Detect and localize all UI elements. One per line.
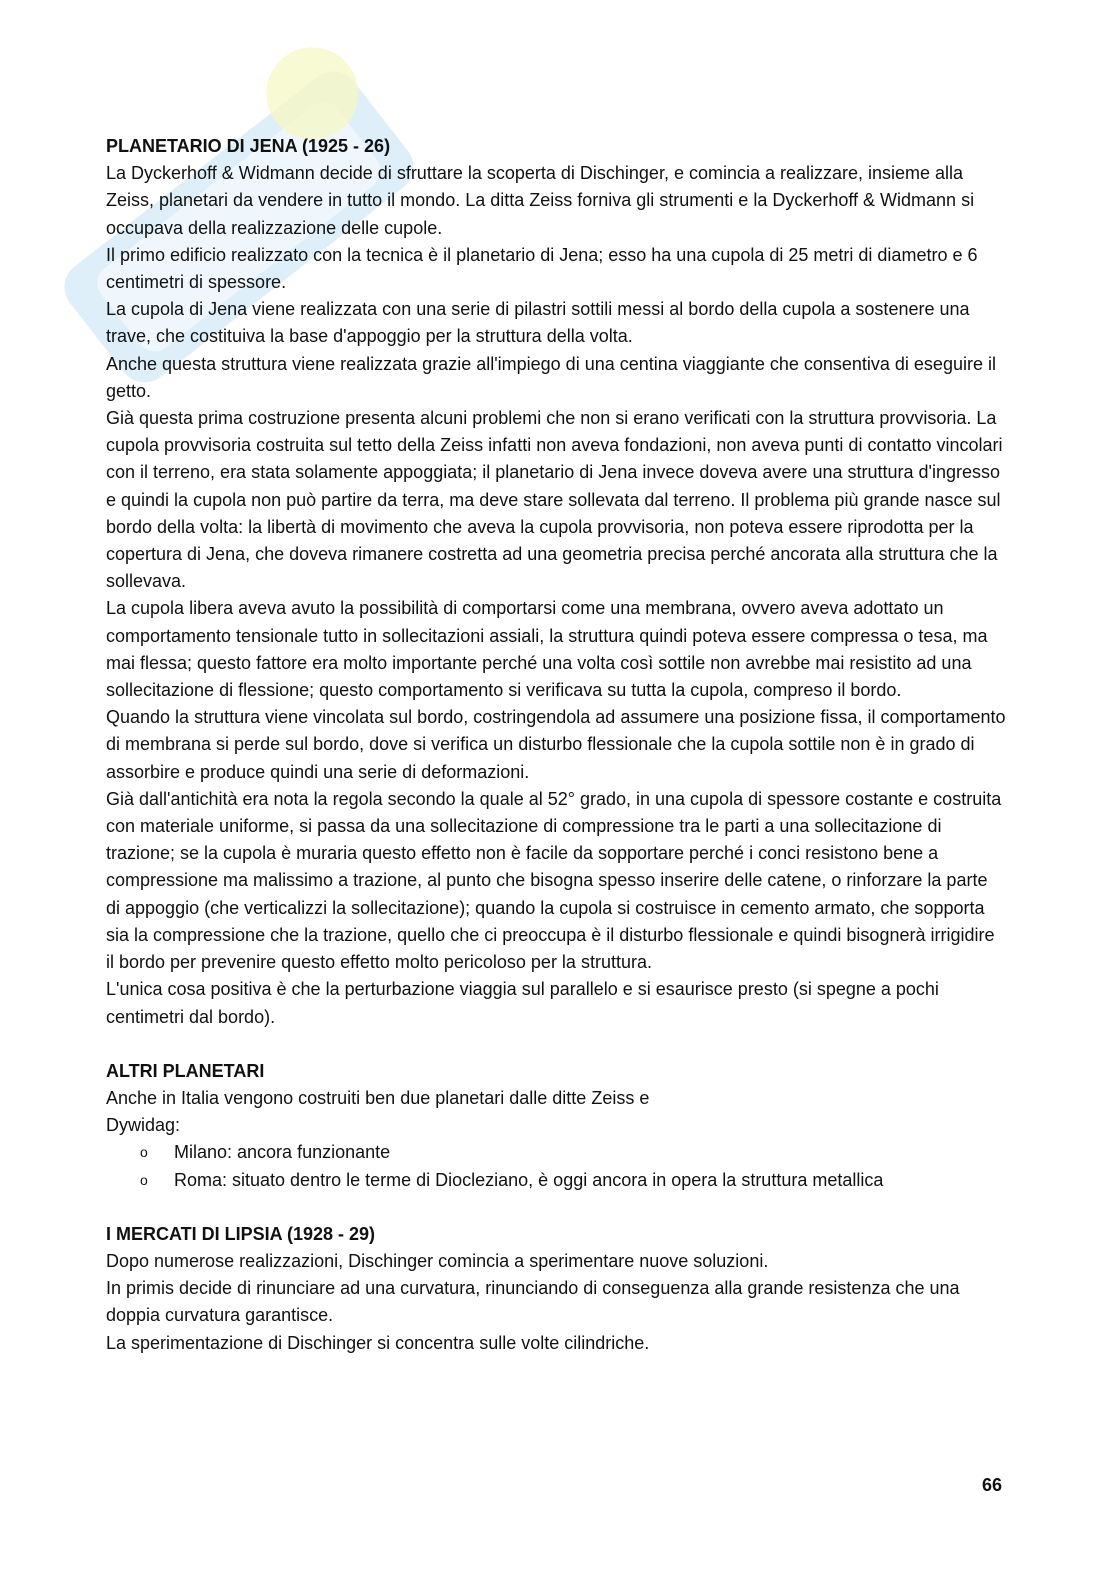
paragraph: Già dall'antichità era nota la regola secondo la quale al 52° grado, in una cupola di spessore costante e costruita con materiale uniforme, si passa da una sollecitazione di compressione tra le parti a una sollecitazione di trazione; se la cupola è muraria questo effetto non è facile da sopportare perché i conci resistono bene a compressione ma malissimo a trazione, al punto che bisogna spesso inserire delle catene, o rinforzare la parte di appoggio (che verticalizzi la sollecitazione); quando la cupola si costruisce in cemento armato, che sopporta sia la compressione che la trazione, quello che ci preoccupa è il disturbo flessionale e quindi bisognerà irrigidire il bordo per prevenire questo effetto molto pericoloso per la struttura. xyxy=(106,788,1002,973)
paragraph: La cupola di Jena viene realizzata con una serie di pilastri sottili messi al bordo della cupola a sostenere una trave, che costituiva la base d'appoggio per la struttura della volta. xyxy=(106,299,970,347)
section-title: ALTRI PLANETARI xyxy=(106,1060,265,1081)
section-altri-planetari xyxy=(106,1058,1006,1194)
paragraph: La sperimentazione di Dischinger si concentra sulle volte cilindriche. xyxy=(106,1332,650,1353)
bullet-icon: o xyxy=(140,1171,148,1188)
list-item xyxy=(106,1167,1006,1194)
paragraph: Dywidag: xyxy=(106,1115,181,1136)
paragraph: Anche questa struttura viene realizzata grazie all'impiego di una centina viaggiante che consentiva di eseguire il getto. xyxy=(106,353,996,401)
list-item-text: Milano: ancora funzionante xyxy=(174,1142,391,1163)
document-page xyxy=(106,133,1006,1357)
paragraph: L'unica cosa positiva è che la perturbazione viaggia sul parallelo e si esaurisce presto (si spegne a pochi centimetri dal bordo). xyxy=(106,979,939,1027)
bullet-list xyxy=(106,1139,1006,1193)
list-item xyxy=(106,1139,1006,1166)
paragraph: Quando la struttura viene vincolata sul bordo, costringendola ad assumere una posizione fissa, il comportamento di membrana si perde sul bordo, dove si verifica un disturbo flessionale che la cupola sottile non è in grado di assorbire e produce quindi una serie di deformazioni. xyxy=(106,707,1006,782)
page-number: 66 xyxy=(982,1475,1003,1495)
paragraph: Dopo numerose realizzazioni, Dischinger comincia a sperimentare nuove soluzioni. xyxy=(106,1250,769,1271)
section-title: PLANETARIO DI JENA (1925 - 26) xyxy=(106,136,391,156)
paragraph: La cupola libera aveva avuto la possibilità di comportarsi come una membrana, ovvero aveva adottato un comportamento tensionale tutto in sollecitazioni assiali, la struttura quindi poteva essere compressa o tesa, ma mai flessa; questo fattore era molto importante perché una volta così sottile non avrebbe mai resistito ad una sollecitazione di flessione; questo comportamento si verificava su tutta la cupola, compreso il bordo. xyxy=(106,598,988,701)
paragraph: In primis decide di rinunciare ad una curvatura, rinunciando di conseguenza alla grande resistenza che una doppia curvatura garantisce. xyxy=(106,1278,960,1326)
section-mercati-lipsia xyxy=(106,1221,1006,1357)
paragraph: Il primo edificio realizzato con la tecnica è il planetario di Jena; esso ha una cupola di 25 metri di diametro e 6 centimetri di spessore. xyxy=(106,244,978,293)
bullet-icon: o xyxy=(140,1144,148,1161)
paragraph: Già questa prima costruzione presenta alcuni problemi che non si erano verificati con la struttura provvisoria. La cupola provvisoria costruita sul tetto della Zeiss infatti non aveva fondazioni, non aveva punti di contatto vincolari con il terreno, era stata solamente appoggiata; il planetario di Jena invece doveva avere una struttura d'ingresso e quindi la cupola non può partire da terra, ma deve stare sollevata dal terreno. Il problema più grande nasce sul bordo della volta: la libertà di movimento che aveva la cupola provvisoria, non poteva essere riprodotta per la copertura di Jena, che doveva rimanere costretta ad una geometria precisa perché ancorata alla struttura che la sollevava. xyxy=(106,408,1003,592)
section-planetario-jena xyxy=(106,133,1006,1031)
list-item-text: Roma: situato dentro le terme di Diocleziano, è oggi ancora in opera la struttura metallica xyxy=(174,1169,884,1190)
paragraph: La Dyckerhoff & Widmann decide di sfruttare la scoperta di Dischinger, e comincia a realizzare, insieme alla Zeiss, planetari da vendere in tutto il mondo. La ditta Zeiss forniva gli strumenti e la Dyckerhoff & Widmann si occupava della realizzazione delle cupole. xyxy=(106,163,975,238)
section-title: I MERCATI DI LIPSIA (1928 - 29) xyxy=(106,1223,376,1244)
paragraph: Anche in Italia vengono costruiti ben due planetari dalle ditte Zeiss e xyxy=(106,1087,650,1108)
